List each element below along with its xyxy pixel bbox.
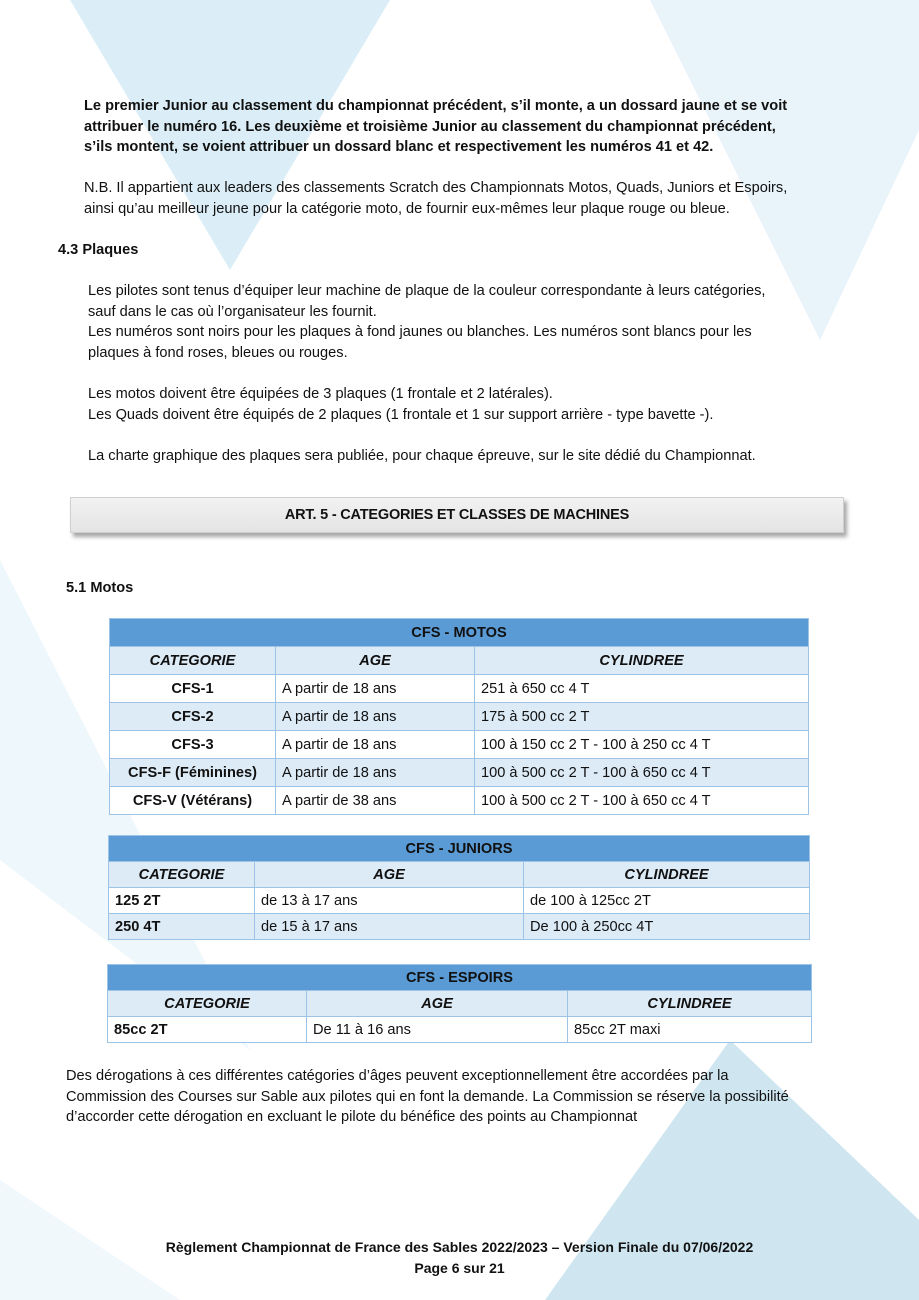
- age-cell: De 11 à 16 ans: [307, 1017, 568, 1043]
- derogations-line-3: d’accorder cette dérogation en excluant le pilote du bénéfice des points au Championnat: [66, 1109, 638, 1125]
- table-row: [108, 1017, 812, 1043]
- category-cell: CFS-1: [110, 675, 276, 703]
- derogations-line-2: Commission des Courses sur Sable aux pilotes qui en font la demande. La Commission se réserve la possibilité: [66, 1088, 789, 1105]
- table-title-row: [108, 965, 812, 991]
- section-heading-4-3: 4.3 Plaques: [58, 242, 139, 258]
- cylindree-cell: de 100 à 125cc 2T: [524, 888, 810, 914]
- column-header: CYLINDREE: [475, 647, 809, 675]
- column-header: CATEGORIE: [109, 862, 255, 888]
- plaques-line-4: plaques à fond roses, bleues ou rouges.: [88, 344, 348, 361]
- plaques-line-5: Les motos doivent être équipées de 3 plaques (1 frontale et 2 latérales).: [88, 386, 553, 402]
- junior-line-3: s’ils montent, se voient attribuer un dossard blanc et respectivement les numéros 41 et 42.: [84, 139, 714, 155]
- article-5-banner: [70, 497, 844, 533]
- column-header: CYLINDREE: [524, 862, 810, 888]
- plaques-line-2: sauf dans le cas où l’organisateur les fournit.: [88, 303, 377, 320]
- table-title-row: [109, 836, 810, 862]
- table-row: [109, 914, 810, 940]
- category-cell: CFS-3: [110, 731, 276, 759]
- column-header: CYLINDREE: [568, 991, 812, 1017]
- table-row: [110, 759, 809, 787]
- espoirs-table: [107, 964, 812, 1043]
- age-cell: A partir de 38 ans: [276, 787, 475, 815]
- age-cell: de 13 à 17 ans: [255, 888, 524, 914]
- column-header: AGE: [307, 991, 568, 1017]
- category-cell: 250 4T: [109, 914, 255, 940]
- table-header-row: [110, 647, 809, 675]
- motos-table: [109, 618, 809, 815]
- page-number: Page 6 sur 21: [414, 1260, 505, 1276]
- column-header: AGE: [255, 862, 524, 888]
- cylindree-cell: 100 à 500 cc 2 T - 100 à 650 cc 4 T: [475, 759, 809, 787]
- derogations-line-1: Des dérogations à ces différentes catégories d’âges peuvent exceptionnellement être accordées par la: [66, 1068, 729, 1084]
- espoirs-table-title: CFS - ESPOIRS: [108, 965, 812, 991]
- plaques-line-1: Les pilotes sont tenus d’équiper leur machine de plaque de la couleur correspondante à leurs catégories,: [88, 283, 766, 299]
- column-header: AGE: [276, 647, 475, 675]
- motos-table-title: CFS - MOTOS: [110, 619, 809, 647]
- table-header-row: [109, 862, 810, 888]
- cylindree-cell: 251 à 650 cc 4 T: [475, 675, 809, 703]
- cylindree-cell: 100 à 500 cc 2 T - 100 à 650 cc 4 T: [475, 787, 809, 815]
- cylindree-cell: 85cc 2T maxi: [568, 1017, 812, 1043]
- section-heading-5-1: 5.1 Motos: [66, 580, 134, 596]
- category-cell: 85cc 2T: [108, 1017, 307, 1043]
- category-cell: 125 2T: [109, 888, 255, 914]
- column-header: CATEGORIE: [108, 991, 307, 1017]
- category-cell: CFS-V (Vétérans): [110, 787, 276, 815]
- table-row: [110, 675, 809, 703]
- junior-line-1: Le premier Junior au classement du championnat précédent, s’il monte, a un dossard jaune et se voit: [84, 98, 788, 114]
- juniors-table: [108, 835, 810, 940]
- table-row: [110, 787, 809, 815]
- nb-line-1: N.B. Il appartient aux leaders des classements Scratch des Championnats Motos, Quads, Juniors et Espoirs,: [84, 180, 788, 196]
- age-cell: A partir de 18 ans: [276, 731, 475, 759]
- column-header: CATEGORIE: [110, 647, 276, 675]
- nb-line-2: ainsi qu’au meilleur jeune pour la catégorie moto, de fournir eux-mêmes leur plaque rouge ou bleue.: [84, 200, 730, 217]
- age-cell: de 15 à 17 ans: [255, 914, 524, 940]
- age-cell: A partir de 18 ans: [276, 759, 475, 787]
- plaques-line-3: Les numéros sont noirs pour les plaques à fond jaunes ou blanches. Les numéros sont blancs pour les: [88, 324, 752, 340]
- cylindree-cell: De 100 à 250cc 4T: [524, 914, 810, 940]
- table-header-row: [108, 991, 812, 1017]
- cylindree-cell: 175 à 500 cc 2 T: [475, 703, 809, 731]
- category-cell: CFS-F (Féminines): [110, 759, 276, 787]
- table-row: [109, 888, 810, 914]
- juniors-table-title: CFS - JUNIORS: [109, 836, 810, 862]
- article-5-title: ART. 5 - CATEGORIES ET CLASSES DE MACHINES: [284, 507, 630, 523]
- table-row: [110, 703, 809, 731]
- table-title-row: [110, 619, 809, 647]
- category-cell: CFS-2: [110, 703, 276, 731]
- junior-line-2: attribuer le numéro 16. Les deuxième et troisième Junior au classement du championnat précédent,: [84, 118, 776, 135]
- age-cell: A partir de 18 ans: [276, 703, 475, 731]
- charte-paragraph: La charte graphique des plaques sera publiée, pour chaque épreuve, sur le site dédié du Championnat.: [88, 448, 756, 464]
- table-row: [110, 731, 809, 759]
- cylindree-cell: 100 à 150 cc 2 T - 100 à 250 cc 4 T: [475, 731, 809, 759]
- age-cell: A partir de 18 ans: [276, 675, 475, 703]
- plaques-line-6: Les Quads doivent être équipés de 2 plaques (1 frontale et 1 sur support arrière - type bavette -).: [88, 406, 714, 423]
- footer-title: Règlement Championnat de France des Sables 2022/2023 – Version Finale du 07/06/2022: [165, 1239, 754, 1255]
